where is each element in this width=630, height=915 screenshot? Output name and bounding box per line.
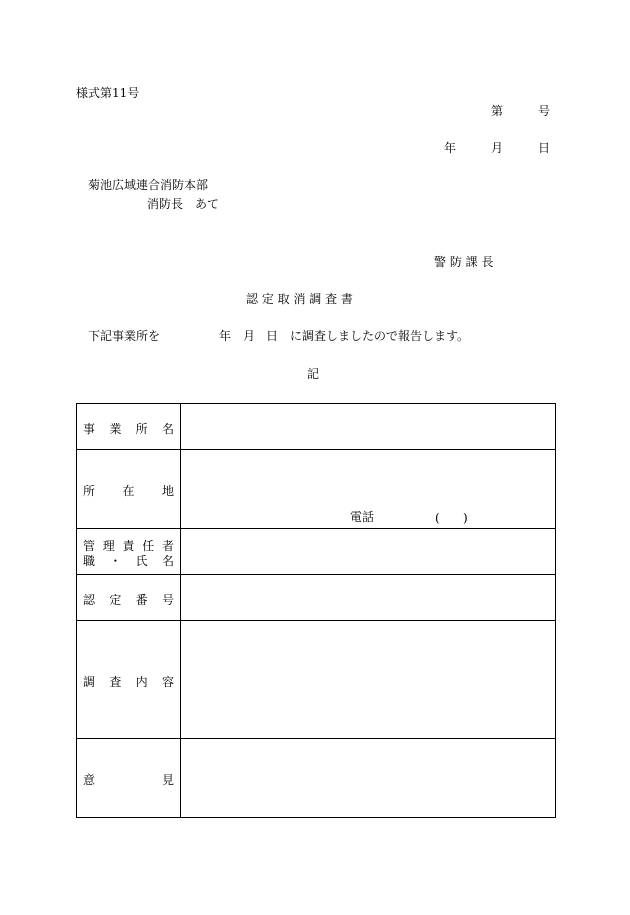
label-char: 容: [161, 675, 174, 689]
label-opinion: [77, 739, 181, 818]
body-prefix: 下記事業所を: [88, 329, 161, 343]
label-char: 名: [161, 422, 174, 436]
label-address: [77, 450, 181, 529]
row-opinion: [77, 739, 556, 818]
survey-content-field[interactable]: [181, 621, 556, 739]
label-char: 査: [109, 675, 122, 689]
opinion-field[interactable]: [181, 739, 556, 818]
manager-field[interactable]: [181, 529, 556, 575]
body-suffix: に調査しましたので報告します。: [290, 329, 470, 343]
label-char: 見: [161, 773, 174, 787]
sender-title: 警 防 課 長: [434, 255, 494, 269]
label-char: 職: [83, 554, 96, 568]
label-char: 理: [102, 539, 115, 553]
date-month: 月: [491, 141, 504, 155]
business-name-field[interactable]: [181, 404, 556, 450]
label-char: 管: [83, 539, 96, 553]
label-char: ・: [109, 554, 122, 568]
body-day: 日: [266, 329, 279, 343]
label-cert-number: [77, 575, 181, 621]
phone-label: 電話: [350, 510, 375, 524]
label-char: 所: [135, 422, 148, 436]
label-char: 責: [122, 539, 135, 553]
doc-number-suffix: 号: [538, 104, 551, 118]
label-char: 定: [109, 593, 122, 607]
label-business-name: [77, 404, 181, 450]
row-manager: [77, 529, 556, 575]
label-char: 氏: [135, 554, 148, 568]
label-char: 号: [161, 593, 174, 607]
row-address: [77, 450, 556, 529]
label-char: 地: [161, 484, 174, 498]
form-number: 様式第11号: [76, 86, 140, 100]
ki-mark: 記: [307, 367, 320, 381]
body-month: 月: [243, 329, 256, 343]
label-char: 番: [135, 593, 148, 607]
label-char: 所: [83, 484, 96, 498]
phone-area-paren-open: (: [435, 511, 440, 525]
label-char: 内: [135, 675, 148, 689]
row-survey-content: [77, 621, 556, 739]
body-year: 年: [219, 329, 232, 343]
address-cell: [181, 450, 555, 528]
phone-area-paren-close: ): [463, 511, 468, 525]
label-char: 者: [161, 539, 174, 553]
label-char: 調: [83, 675, 96, 689]
label-char: 事: [83, 422, 96, 436]
document-title: 認 定 取 消 調 査 書: [246, 292, 353, 306]
label-char: 業: [109, 422, 122, 436]
report-table: [76, 403, 556, 818]
label-survey-content: [77, 621, 181, 739]
label-char: 認: [83, 593, 96, 607]
label-char: 在: [122, 484, 135, 498]
doc-number-prefix: 第: [491, 104, 504, 118]
label-char: 名: [161, 554, 174, 568]
row-cert-number: [77, 575, 556, 621]
label-manager: [77, 529, 181, 575]
date-year: 年: [444, 141, 457, 155]
address-field[interactable]: [181, 450, 556, 529]
row-business-name: [77, 404, 556, 450]
cert-number-field[interactable]: [181, 575, 556, 621]
label-char: 意: [83, 773, 96, 787]
label-char: 任: [142, 539, 155, 553]
addressee-title: 消防長 あて: [147, 197, 220, 211]
addressee-organization: 菊池広域連合消防本部: [88, 178, 209, 192]
date-day: 日: [538, 141, 551, 155]
